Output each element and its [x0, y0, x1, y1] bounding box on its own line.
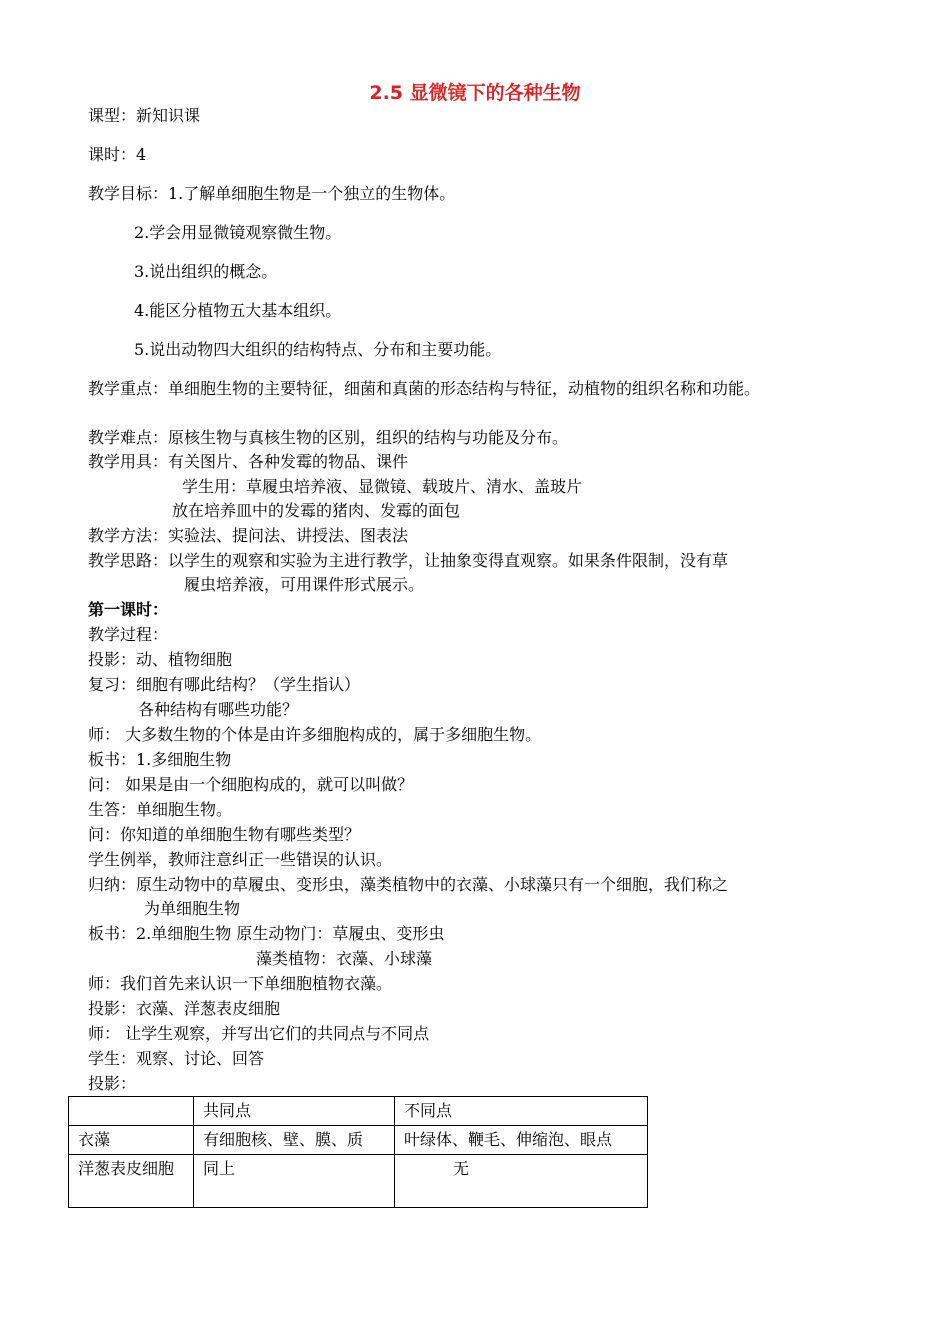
teaching-approach-cont: 履虫培养液，可用课件形式展示。 — [184, 575, 425, 594]
process-line: 生答：单细胞生物。 — [88, 800, 233, 819]
process-line: 板书：1.多细胞生物 — [88, 750, 232, 769]
process-line: 问：你知道的单细胞生物有哪些类型？ — [88, 825, 361, 844]
first-lesson-heading: 第一课时： — [88, 600, 169, 619]
process-line: 学生：观察、讨论、回答 — [88, 1049, 265, 1068]
table-cell: 有细胞核、壁、膜、质 — [194, 1126, 395, 1155]
student-tools-cont: 放在培养皿中的发霉的猪肉、发霉的面包 — [172, 501, 461, 520]
process-line: 学生例举，教师注意纠正一些错误的认识。 — [88, 850, 393, 869]
process-line: 各种结构有哪些功能？ — [138, 700, 299, 719]
process-line: 板书：2.单细胞生物 原生动物门：草履虫、变形虫 — [88, 924, 445, 943]
teaching-goal-4: 4.能区分植物五大基本组织。 — [134, 301, 342, 320]
table-cell: 衣藻 — [69, 1126, 194, 1155]
teaching-approach: 教学思路：以学生的观察和实验为主进行教学，让抽象变得直观察。如果条件限制，没有草 — [88, 551, 729, 570]
process-line: 教学过程： — [88, 625, 169, 644]
process-line: 问： 如果是由一个细胞构成的，就可以叫做？ — [88, 775, 414, 794]
table-cell: 洋葱表皮细胞 — [69, 1155, 194, 1208]
page-title: 2.5 显微镜下的各种生物 — [369, 82, 581, 104]
comparison-table — [68, 1096, 648, 1208]
table-header-row — [69, 1097, 648, 1126]
lesson-type: 课型：新知识课 — [88, 106, 201, 125]
process-line: 为单细胞生物 — [144, 899, 241, 918]
process-line: 师：我们首先来认识一下单细胞植物衣藻。 — [88, 974, 393, 993]
table-header-cell: 不同点 — [395, 1097, 648, 1126]
teaching-goal-5: 5.说出动物四大组织的结构特点、分布和主要功能。 — [134, 340, 502, 359]
process-line: 藻类植物：衣藻、小球藻 — [256, 949, 433, 968]
table-header-cell: 共同点 — [194, 1097, 395, 1126]
process-line: 师： 让学生观察，并写出它们的共同点与不同点 — [88, 1024, 430, 1043]
lesson-hours: 课时：4 — [88, 145, 147, 164]
table-row — [69, 1126, 648, 1155]
process-line: 投影：动、植物细胞 — [88, 650, 233, 669]
table-cell: 叶绿体、鞭毛、伸缩泡、眼点 — [395, 1126, 648, 1155]
process-line: 师： 大多数生物的个体是由许多细胞构成的，属于多细胞生物。 — [88, 725, 542, 744]
table-header-cell — [69, 1097, 194, 1126]
teaching-focus: 教学重点：单细胞生物的主要特征，细菌和真菌的形态结构与特征，动植物的组织名称和功能。 — [88, 379, 761, 398]
process-line: 投影：衣藻、洋葱表皮细胞 — [88, 999, 281, 1018]
teaching-goal-3: 3.说出组织的概念。 — [134, 262, 278, 281]
process-line: 复习：细胞有哪此结构？（学生指认） — [88, 675, 361, 694]
table-cell: 同上 — [194, 1155, 395, 1208]
teaching-difficulty: 教学难点：原核生物与真核生物的区别，组织的结构与功能及分布。 — [88, 428, 569, 447]
student-tools: 学生用：草履虫培养液、显微镜、载玻片、清水、盖玻片 — [182, 477, 583, 496]
teaching-methods: 教学方法：实验法、提问法、讲授法、图表法 — [88, 526, 409, 545]
teaching-goal-1: 教学目标：1.了解单细胞生物是一个独立的生物体。 — [88, 184, 456, 203]
teaching-goal-2: 2.学会用显微镜观察微生物。 — [134, 223, 342, 242]
table-row — [69, 1155, 648, 1208]
process-line: 投影： — [88, 1074, 137, 1093]
table-cell: 无 — [395, 1155, 648, 1208]
process-line: 归纳：原生动物中的草履虫、变形虫，藻类植物中的衣藻、小球藻只有一个细胞，我们称之 — [88, 875, 729, 894]
teaching-tools: 教学用具：有关图片、各种发霉的物品、课件 — [88, 452, 409, 471]
